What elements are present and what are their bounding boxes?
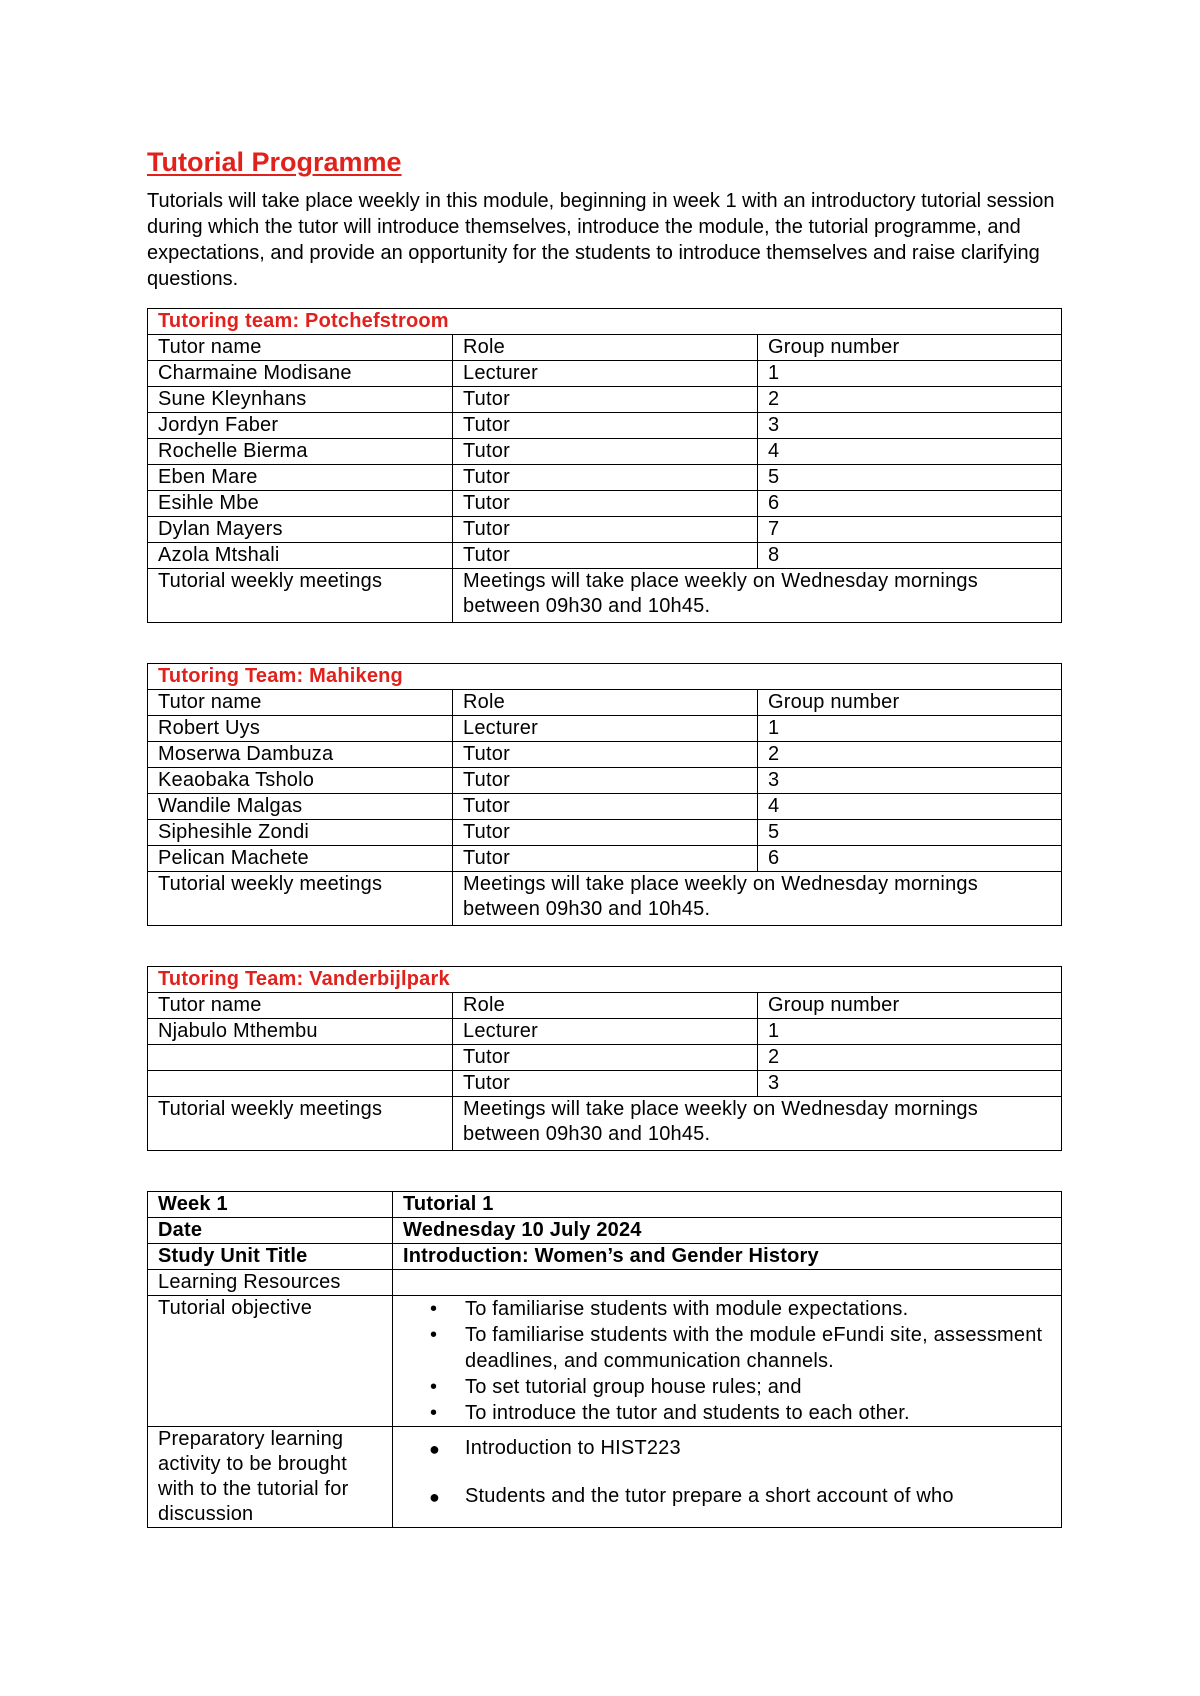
table-row xyxy=(148,846,1062,872)
meetings-text: Meetings will take place weekly on Wednesday mornings between 09h30 and 10h45. xyxy=(453,569,1062,623)
table-row xyxy=(148,820,1062,846)
role-cell: Lecturer xyxy=(453,716,758,742)
group-number-cell: 1 xyxy=(758,361,1062,387)
table-row xyxy=(148,309,1062,335)
table-row xyxy=(148,1270,1062,1296)
role-cell: Tutor xyxy=(453,491,758,517)
date-value: Wednesday 10 July 2024 xyxy=(393,1218,1062,1244)
role-cell: Tutor xyxy=(453,517,758,543)
column-header-group-number: Group number xyxy=(758,690,1062,716)
group-number-cell: 3 xyxy=(758,413,1062,439)
table-row xyxy=(148,768,1062,794)
preparatory-activity-cell xyxy=(393,1427,1062,1528)
table-row xyxy=(148,517,1062,543)
group-number-cell: 2 xyxy=(758,1045,1062,1071)
table-row xyxy=(148,361,1062,387)
table-row xyxy=(148,465,1062,491)
table-row xyxy=(148,1071,1062,1097)
role-cell: Tutor xyxy=(453,387,758,413)
preparatory-list xyxy=(403,1435,1051,1509)
team-heading: Tutoring team: Potchefstroom xyxy=(148,309,1062,335)
meetings-text: Meetings will take place weekly on Wednesday mornings between 09h30 and 10h45. xyxy=(453,872,1062,926)
group-number-cell: 3 xyxy=(758,1071,1062,1097)
group-number-cell: 4 xyxy=(758,794,1062,820)
group-number-cell: 4 xyxy=(758,439,1062,465)
group-number-cell: 3 xyxy=(758,768,1062,794)
study-unit-value: Introduction: Women’s and Gender History xyxy=(393,1244,1062,1270)
tutor-name-cell: Esihle Mbe xyxy=(148,491,453,517)
group-number-cell: 1 xyxy=(758,1019,1062,1045)
group-number-cell: 5 xyxy=(758,820,1062,846)
table-row xyxy=(148,794,1062,820)
role-cell: Lecturer xyxy=(453,361,758,387)
objective-list xyxy=(403,1296,1051,1426)
list-item: ● Students and the tutor prepare a short account of who xyxy=(465,1483,1051,1509)
meetings-label: Tutorial weekly meetings xyxy=(148,1097,453,1151)
table-row xyxy=(148,716,1062,742)
role-cell: Tutor xyxy=(453,413,758,439)
table-row xyxy=(148,439,1062,465)
list-item: • To introduce the tutor and students to each other. xyxy=(465,1400,1051,1426)
tutorial-objective-cell xyxy=(393,1296,1062,1427)
page-title: Tutorial Programme xyxy=(147,147,402,177)
tutor-name-cell: Azola Mtshali xyxy=(148,543,453,569)
team-heading: Tutoring Team: Vanderbijlpark xyxy=(148,967,1062,993)
table-row xyxy=(148,543,1062,569)
table-row xyxy=(148,1192,1062,1218)
tutor-name-cell: Eben Mare xyxy=(148,465,453,491)
table-row xyxy=(148,1097,1062,1151)
role-cell: Tutor xyxy=(453,543,758,569)
group-number-cell: 2 xyxy=(758,742,1062,768)
document-page xyxy=(147,140,1062,1528)
table-row xyxy=(148,491,1062,517)
list-item: • To familiarise students with the module eFundi site, assessment deadlines, and communication channels. xyxy=(465,1322,1051,1374)
table-row xyxy=(148,1244,1062,1270)
group-number-cell: 5 xyxy=(758,465,1062,491)
role-cell: Tutor xyxy=(453,1045,758,1071)
tutorial-objective-label: Tutorial objective xyxy=(148,1296,393,1427)
table-row xyxy=(148,387,1062,413)
column-header-role: Role xyxy=(453,690,758,716)
tutor-name-cell: Rochelle Bierma xyxy=(148,439,453,465)
group-number-cell: 7 xyxy=(758,517,1062,543)
column-header-tutor-name: Tutor name xyxy=(148,335,453,361)
meetings-label: Tutorial weekly meetings xyxy=(148,569,453,623)
tutor-name-cell: Pelican Machete xyxy=(148,846,453,872)
learning-resources-label: Learning Resources xyxy=(148,1270,393,1296)
table-row xyxy=(148,569,1062,623)
team-heading: Tutoring Team: Mahikeng xyxy=(148,664,1062,690)
week-1-table xyxy=(147,1191,1062,1528)
tutor-name-cell: Moserwa Dambuza xyxy=(148,742,453,768)
table-row xyxy=(148,1427,1062,1528)
tutor-name-cell: Dylan Mayers xyxy=(148,517,453,543)
date-label: Date xyxy=(148,1218,393,1244)
column-header-tutor-name: Tutor name xyxy=(148,690,453,716)
tutoring-team-table xyxy=(147,308,1062,623)
table-header-row xyxy=(148,335,1062,361)
table-row xyxy=(148,872,1062,926)
week-label: Week 1 xyxy=(148,1192,393,1218)
list-item: ● Introduction to HIST223 xyxy=(465,1435,1051,1461)
table-row xyxy=(148,413,1062,439)
tutor-name-cell: Sune Kleynhans xyxy=(148,387,453,413)
intro-paragraph: Tutorials will take place weekly in this module, beginning in week 1 with an introductory tutorial session during which the tutor will introduce themselves, introduce the module, the tutorial programme, and expectations, and provide an opportunity for the students to introduce themselves and raise clarifying questions. xyxy=(147,190,1055,290)
meetings-text: Meetings will take place weekly on Wednesday mornings between 09h30 and 10h45. xyxy=(453,1097,1062,1151)
table-row xyxy=(148,1218,1062,1244)
tutoring-team-table xyxy=(147,663,1062,926)
role-cell: Tutor xyxy=(453,846,758,872)
meetings-label: Tutorial weekly meetings xyxy=(148,872,453,926)
list-item: • To set tutorial group house rules; and xyxy=(465,1374,1051,1400)
table-row xyxy=(148,1296,1062,1427)
role-cell: Tutor xyxy=(453,794,758,820)
role-cell: Tutor xyxy=(453,742,758,768)
study-unit-label: Study Unit Title xyxy=(148,1244,393,1270)
tutorial-label: Tutorial 1 xyxy=(393,1192,1062,1218)
column-header-role: Role xyxy=(453,993,758,1019)
group-number-cell: 2 xyxy=(758,387,1062,413)
group-number-cell: 6 xyxy=(758,491,1062,517)
table-row xyxy=(148,1019,1062,1045)
learning-resources-value xyxy=(393,1270,1062,1296)
group-number-cell: 8 xyxy=(758,543,1062,569)
table-row xyxy=(148,967,1062,993)
role-cell: Tutor xyxy=(453,439,758,465)
column-header-group-number: Group number xyxy=(758,993,1062,1019)
role-cell: Tutor xyxy=(453,768,758,794)
tutor-name-cell: Charmaine Modisane xyxy=(148,361,453,387)
tutor-name-cell xyxy=(148,1045,453,1071)
tutor-name-cell xyxy=(148,1071,453,1097)
role-cell: Lecturer xyxy=(453,1019,758,1045)
role-cell: Tutor xyxy=(453,820,758,846)
column-header-group-number: Group number xyxy=(758,335,1062,361)
list-item: • To familiarise students with module expectations. xyxy=(465,1296,1051,1322)
role-cell: Tutor xyxy=(453,465,758,491)
tutor-name-cell: Wandile Malgas xyxy=(148,794,453,820)
tutor-name-cell: Njabulo Mthembu xyxy=(148,1019,453,1045)
table-row xyxy=(148,1045,1062,1071)
tutor-name-cell: Jordyn Faber xyxy=(148,413,453,439)
tutoring-teams xyxy=(147,308,1062,1151)
column-header-role: Role xyxy=(453,335,758,361)
table-row xyxy=(148,742,1062,768)
table-row xyxy=(148,664,1062,690)
tutor-name-cell: Robert Uys xyxy=(148,716,453,742)
column-header-tutor-name: Tutor name xyxy=(148,993,453,1019)
preparatory-activity-label: Preparatory learning activity to be brought with to the tutorial for discussion xyxy=(148,1427,393,1528)
tutor-name-cell: Siphesihle Zondi xyxy=(148,820,453,846)
table-header-row xyxy=(148,993,1062,1019)
tutoring-team-table xyxy=(147,966,1062,1151)
group-number-cell: 1 xyxy=(758,716,1062,742)
role-cell: Tutor xyxy=(453,1071,758,1097)
table-header-row xyxy=(148,690,1062,716)
group-number-cell: 6 xyxy=(758,846,1062,872)
tutor-name-cell: Keaobaka Tsholo xyxy=(148,768,453,794)
